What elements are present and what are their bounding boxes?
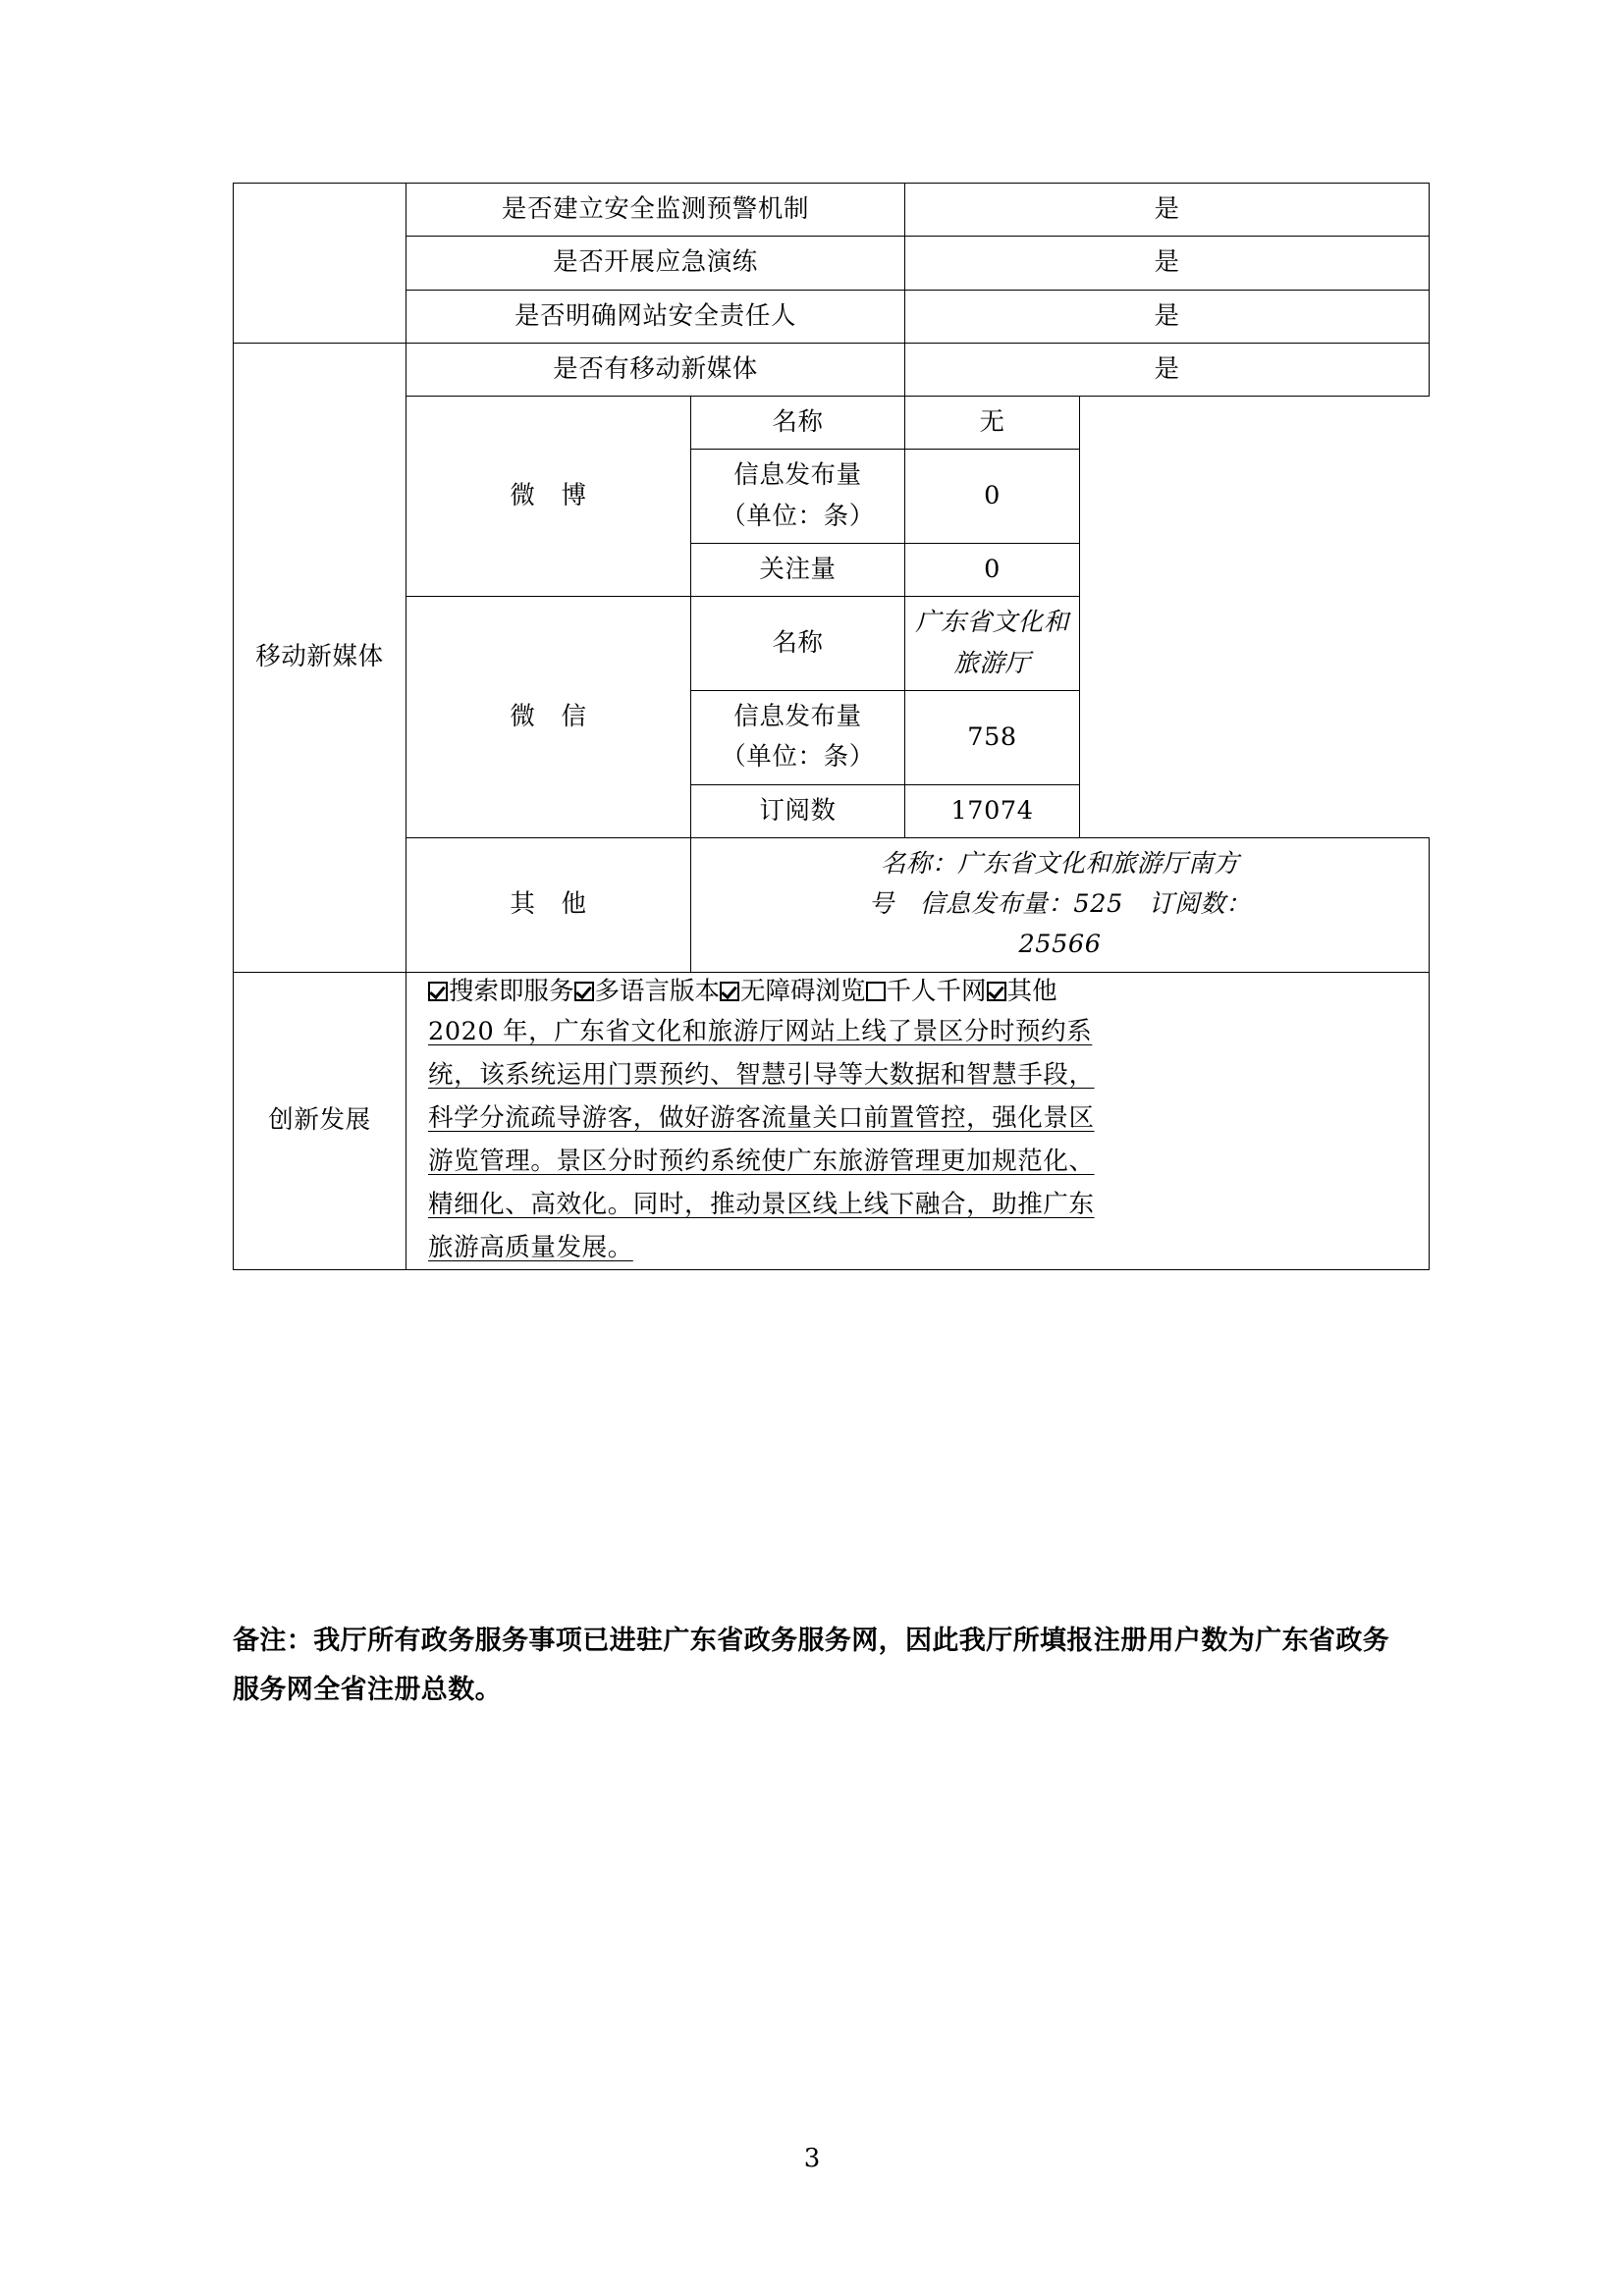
other-media-label: 其 他 [406, 837, 691, 972]
report-table-wrapper [233, 183, 1429, 1270]
checkbox-label-0: 搜索即服务 [449, 976, 574, 1006]
checkbox-option-personalization[interactable] [866, 977, 987, 1006]
checkbox-label-1: 多语言版本 [594, 976, 721, 1006]
security-row-label-0: 是否建立安全监测预警机制 [406, 184, 905, 237]
innovation-checkbox-row [406, 973, 1429, 1012]
security-row-value-0: 是 [905, 184, 1430, 237]
has-mobile-media-value: 是 [905, 343, 1430, 396]
security-row-label-2: 是否明确网站安全责任人 [406, 290, 905, 343]
checkbox-option-other[interactable] [987, 977, 1057, 1006]
innovation-section-label: 创新发展 [234, 972, 406, 1270]
checkbox-icon[interactable] [574, 982, 594, 1001]
weixin-posts-label [691, 690, 905, 784]
innovation-body-line-0: 2020 年，广东省文化和旅游厅网站上线了景区分时预约系 [428, 1017, 1093, 1047]
table-row [234, 597, 1430, 691]
has-mobile-media-label: 是否有移动新媒体 [406, 343, 905, 396]
table-row [234, 343, 1430, 396]
weibo-name-value: 无 [905, 397, 1080, 450]
weixin-subscribers-value: 17074 [905, 784, 1080, 837]
table-row [234, 290, 1430, 343]
weibo-name-label: 名称 [691, 397, 905, 450]
weibo-posts-label-line1: 信息发布量 [733, 460, 862, 491]
table-row [234, 837, 1430, 972]
other-media-text-line1: 名称：广东省文化和旅游厅南方 [880, 848, 1240, 879]
innovation-content-cell [406, 972, 1430, 1270]
footer-note: 备注：我厅所有政务服务事项已进驻广东省政务服务网，因此我厅所填报注册用户数为广东省政务服务网全省注册总数。 [233, 1626, 1390, 1705]
other-media-text-line2: 号 信息发布量：525 订阅数： [868, 889, 1252, 920]
table-row [234, 972, 1430, 1270]
weibo-label: 微 博 [406, 397, 691, 597]
weibo-posts-label-line2: （单位：条） [721, 501, 875, 531]
weixin-name-value-line2: 旅游厅 [953, 648, 1031, 678]
weibo-posts-value: 0 [905, 450, 1080, 544]
checkbox-label-4: 其他 [1006, 976, 1057, 1006]
table-row [234, 184, 1430, 237]
innovation-body-line-3: 游览管理。景区分时预约系统使广东旅游管理更加规范化、 [428, 1146, 1095, 1176]
other-media-text-line3: 25566 [1018, 930, 1102, 960]
checkbox-label-2: 无障碍浏览 [740, 976, 866, 1006]
checkbox-option-accessibility[interactable] [720, 977, 866, 1006]
innovation-body-line-4: 精细化、高效化。同时，推动景区线上线下融合，助推广东 [428, 1189, 1095, 1219]
innovation-body-line-5: 旅游高质量发展。 [428, 1232, 633, 1262]
weixin-name-value [905, 597, 1080, 691]
checkbox-icon[interactable] [720, 982, 739, 1001]
other-media-text [691, 837, 1430, 972]
weibo-followers-value: 0 [905, 544, 1080, 597]
weixin-posts-value: 758 [905, 690, 1080, 784]
innovation-body-text [406, 1011, 1429, 1269]
mobile-media-section-label: 移动新媒体 [234, 343, 406, 972]
weibo-posts-label [691, 450, 905, 544]
checkbox-option-multilanguage[interactable] [574, 977, 721, 1006]
checkbox-label-3: 千人千网 [886, 976, 987, 1006]
weibo-followers-label: 关注量 [691, 544, 905, 597]
security-row-value-1: 是 [905, 237, 1430, 290]
checkbox-icon[interactable] [428, 982, 448, 1001]
weixin-name-label: 名称 [691, 597, 905, 691]
security-row-value-2: 是 [905, 290, 1430, 343]
checkbox-icon[interactable] [987, 982, 1006, 1001]
weixin-name-value-line1: 广东省文化和 [915, 608, 1069, 638]
innovation-body-line-2: 科学分流疏导游客，做好游客流量关口前置管控，强化景区 [428, 1102, 1095, 1133]
table-row [234, 397, 1430, 450]
weixin-label: 微 信 [406, 597, 691, 837]
weixin-subscribers-label: 订阅数 [691, 784, 905, 837]
table-row [234, 237, 1430, 290]
security-section-label-cell [234, 184, 406, 344]
weixin-posts-label-line1: 信息发布量 [733, 701, 862, 731]
checkbox-icon[interactable] [866, 982, 886, 1001]
innovation-body-line-1: 统，该系统运用门票预约、智慧引导等大数据和智慧手段， [428, 1060, 1095, 1091]
checkbox-option-search-as-service[interactable] [428, 977, 574, 1006]
weixin-posts-label-line2: （单位：条） [721, 742, 875, 773]
report-table [233, 183, 1430, 1270]
security-row-label-1: 是否开展应急演练 [406, 237, 905, 290]
page-number: 3 [803, 2144, 821, 2173]
